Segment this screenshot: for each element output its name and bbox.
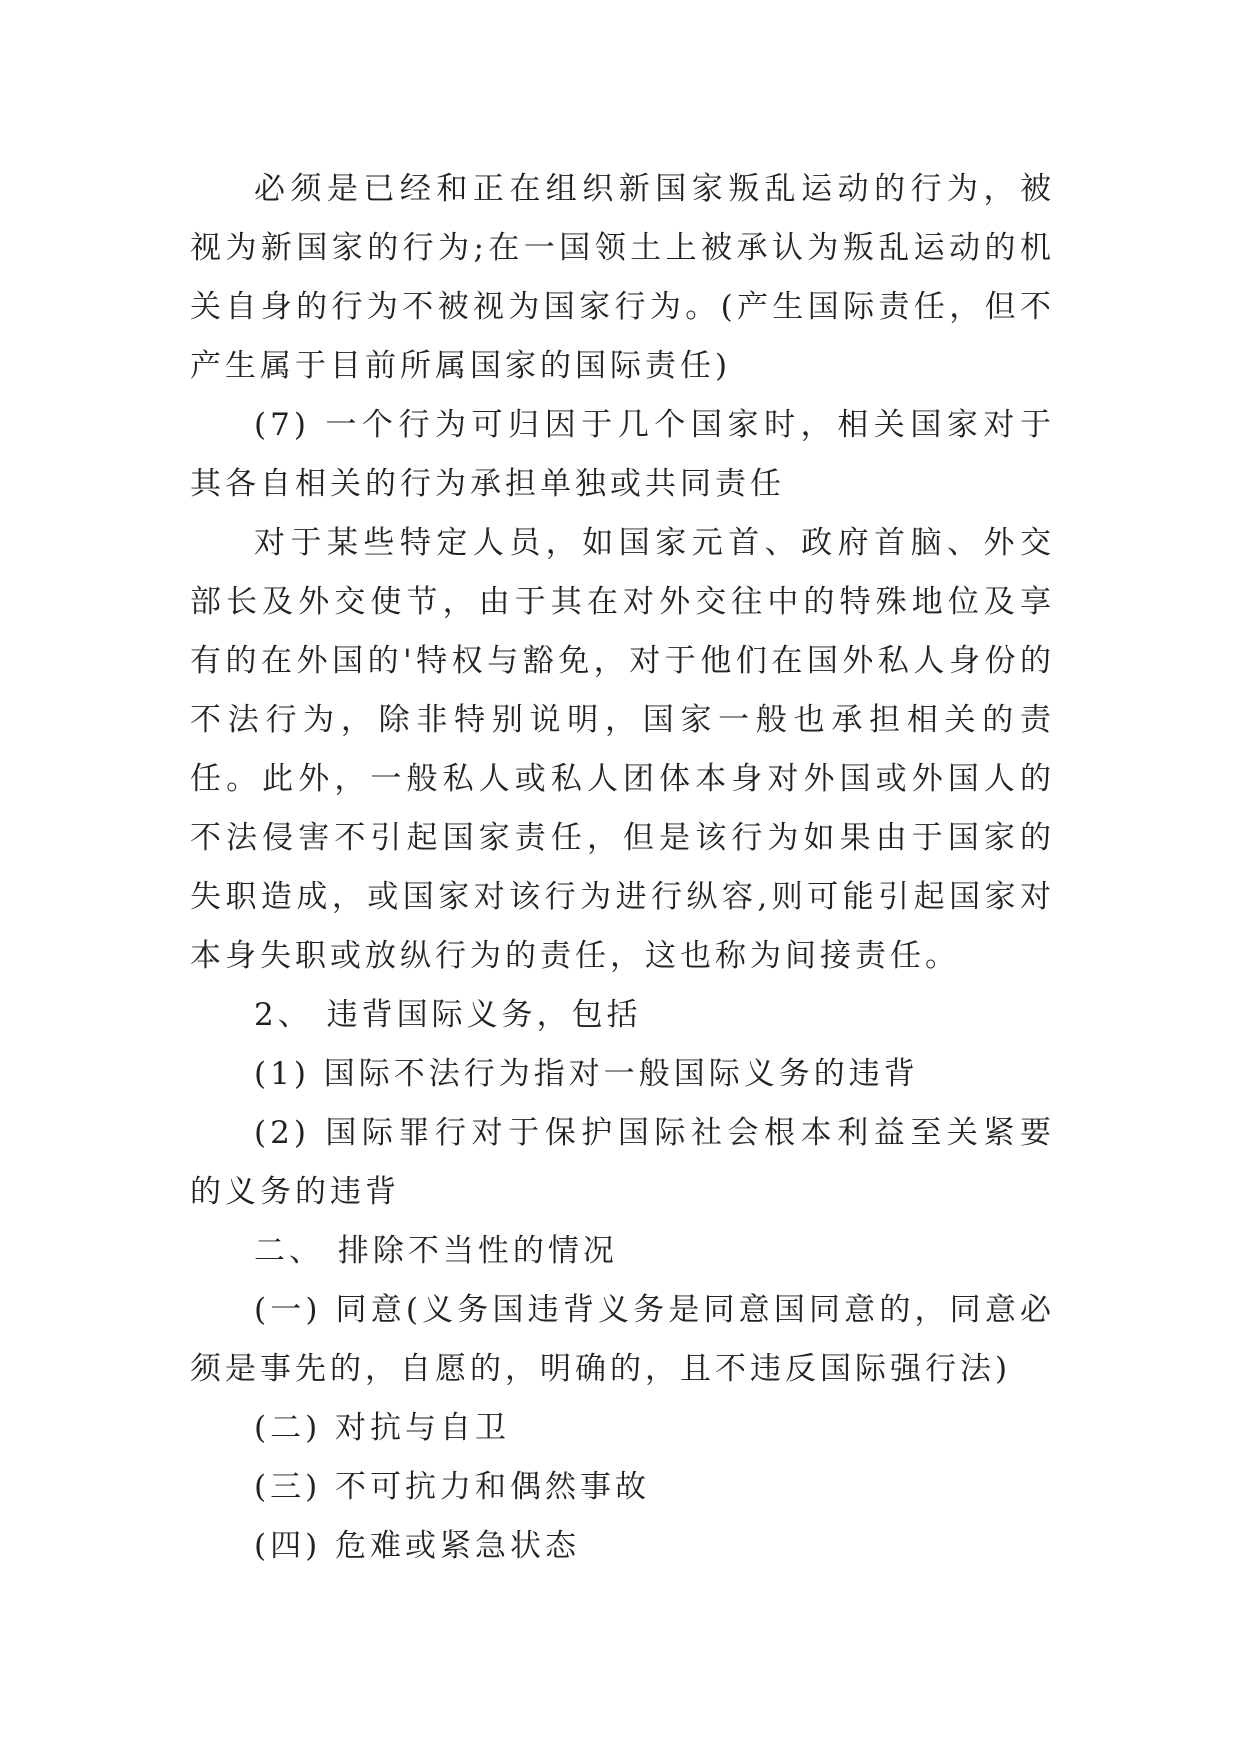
paragraph-consent: (一) 同意(义务国违背义务是同意国同意的，同意必须是事先的，自愿的，明确的，且不违反国际强行法) — [190, 1292, 1055, 1387]
paragraph-rebellion-acts: 必须是已经和正在组织新国家叛乱运动的行为，被视为新国家的行为;在一国领土上被承认为叛乱运动的机关自身的行为不被视为国家行为。(产生国际责任，但不产生属于目前所属国家的国际责任) — [190, 171, 1055, 384]
paragraph-force-majeure: (三) 不可抗力和偶然事故 — [254, 1469, 651, 1505]
document-body — [190, 160, 1055, 1576]
paragraph-item-1: (1) 国际不法行为指对一般国际义务的违背 — [254, 1056, 919, 1092]
paragraph-countermeasures: (二) 对抗与自卫 — [254, 1410, 511, 1446]
paragraph-special-persons: 对于某些特定人员，如国家元首、政府首脑、外交部长及外交使节，由于其在对外交往中的特殊地位及享有的在外国的'特权与豁免，对于他们在国外私人身份的不法行为，除非特别说明，国家一般也承担相关的责任。此外，一般私人或私人团体本身对外国或外国人的不法侵害不引起国家责任，但是该行为如果由于国家的失职造成，或国家对该行为进行纵容,则可能引起国家对本身失职或放纵行为的责任，这也称为间接责任。 — [190, 525, 1055, 974]
paragraph-section-2: 2、 违背国际义务，包括 — [254, 997, 642, 1033]
paragraph-item-2: (2) 国际罪行对于保护国际社会根本利益至关紧要的义务的违背 — [190, 1115, 1055, 1210]
paragraph-item-7: (7) 一个行为可归因于几个国家时，相关国家对于其各自相关的行为承担单独或共同责任 — [190, 407, 1055, 502]
paragraph-distress: (四) 危难或紧急状态 — [254, 1528, 581, 1564]
paragraph-heading-exclusion: 二、 排除不当性的情况 — [254, 1233, 618, 1269]
